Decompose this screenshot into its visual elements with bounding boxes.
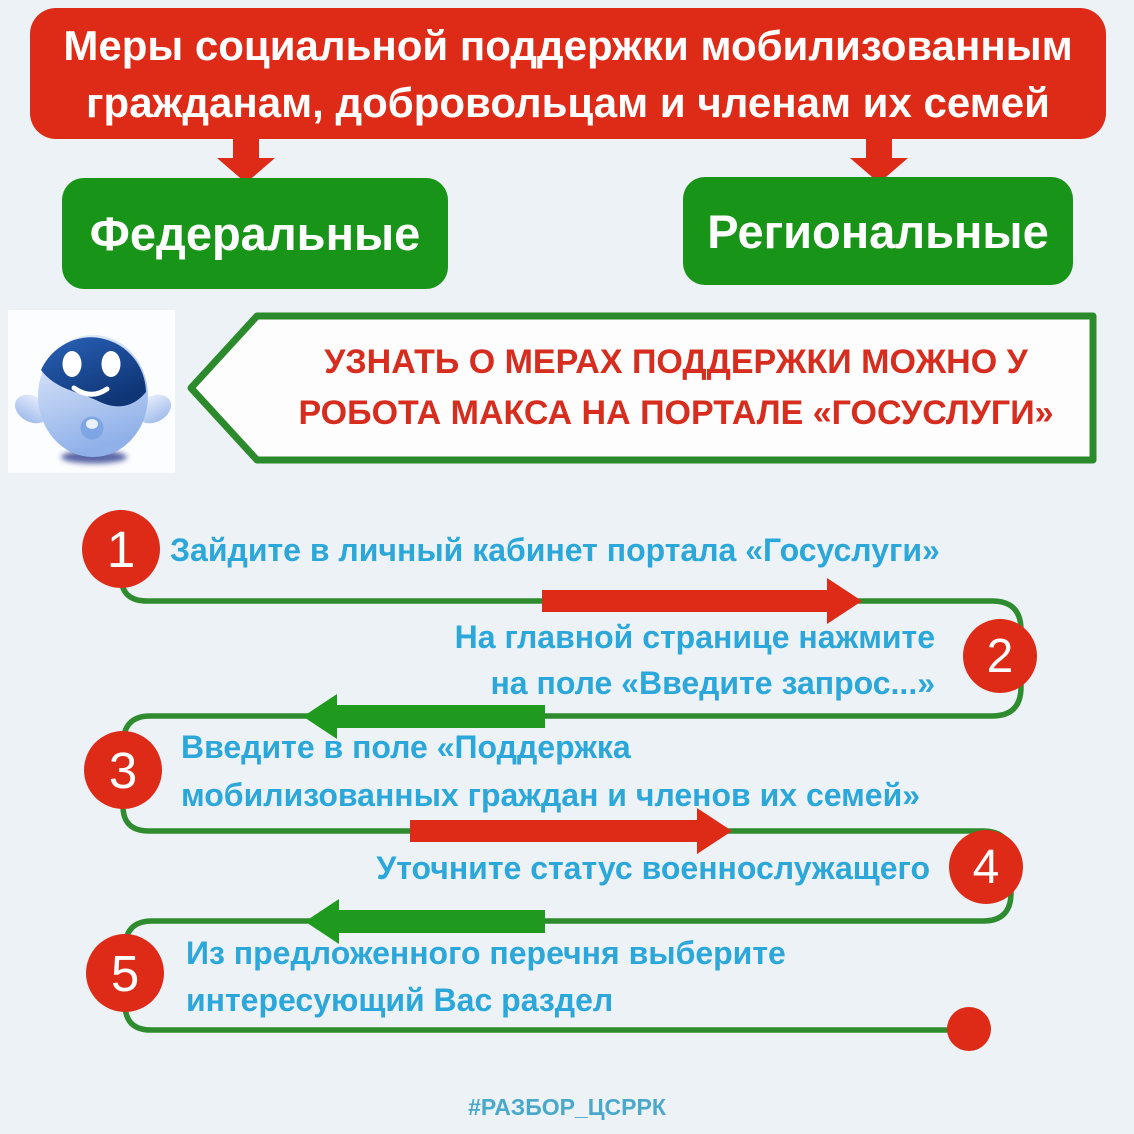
header-title-line2: гражданам, добровольцам и членам их семей — [86, 78, 1050, 126]
step-2-line1: На главной странице нажмите — [454, 619, 935, 655]
regional-button-label: Региональные — [707, 204, 1049, 258]
step-2-text — [455, 614, 935, 706]
regional-button[interactable] — [683, 177, 1073, 285]
step-3-line2: мобилизованных граждан и членов их семей» — [181, 777, 921, 813]
step-1-line1: Зайдите в личный кабинет портала «Госуслуги» — [170, 532, 940, 568]
step-3-badge — [84, 731, 162, 809]
federal-button[interactable] — [62, 178, 448, 289]
step-4-text — [376, 845, 930, 891]
arrow-down-right-icon — [850, 136, 908, 183]
robot-tip-text — [258, 337, 1094, 439]
step-4-badge — [949, 830, 1023, 904]
step-5-line1: Из предложенного перечня выберите — [186, 935, 786, 971]
step-5-text — [186, 930, 786, 1024]
step-1-text — [170, 530, 940, 570]
step-3-number: 3 — [108, 741, 138, 799]
robot-tip-line2: РОБОТА МАКСА НА ПОРТАЛЕ «ГОСУСЛУГИ» — [298, 394, 1054, 432]
footer-hashtag: #РАЗБОР_ЦСРРК — [468, 1094, 666, 1120]
step-1-number: 1 — [106, 520, 136, 578]
step-5-number: 5 — [110, 944, 140, 1002]
step-2-line2: на поле «Введите запрос...» — [490, 665, 935, 701]
flow-end-dot — [947, 1007, 991, 1051]
step-3-text — [181, 723, 920, 819]
step-5-badge — [86, 934, 164, 1012]
step-4-number: 4 — [972, 840, 1000, 894]
robot-tip-line1: УЗНАТЬ О МЕРАХ ПОДДЕРЖКИ МОЖНО У — [324, 343, 1028, 381]
step-4-line1: Уточните статус военнослужащего — [376, 850, 930, 886]
header-title-line1: Меры социальной поддержки мобилизованным — [63, 21, 1073, 69]
federal-button-label: Федеральные — [89, 207, 421, 260]
step-1-badge — [82, 510, 160, 588]
robot-max-icon — [8, 310, 176, 473]
header-banner — [30, 8, 1106, 139]
arrow-down-left-icon — [217, 136, 275, 183]
step-2-number: 2 — [986, 629, 1014, 683]
step-5-line2: интересующий Вас раздел — [186, 982, 614, 1018]
step-2-badge — [963, 619, 1037, 693]
step-3-line1: Введите в поле «Поддержка — [181, 729, 631, 765]
